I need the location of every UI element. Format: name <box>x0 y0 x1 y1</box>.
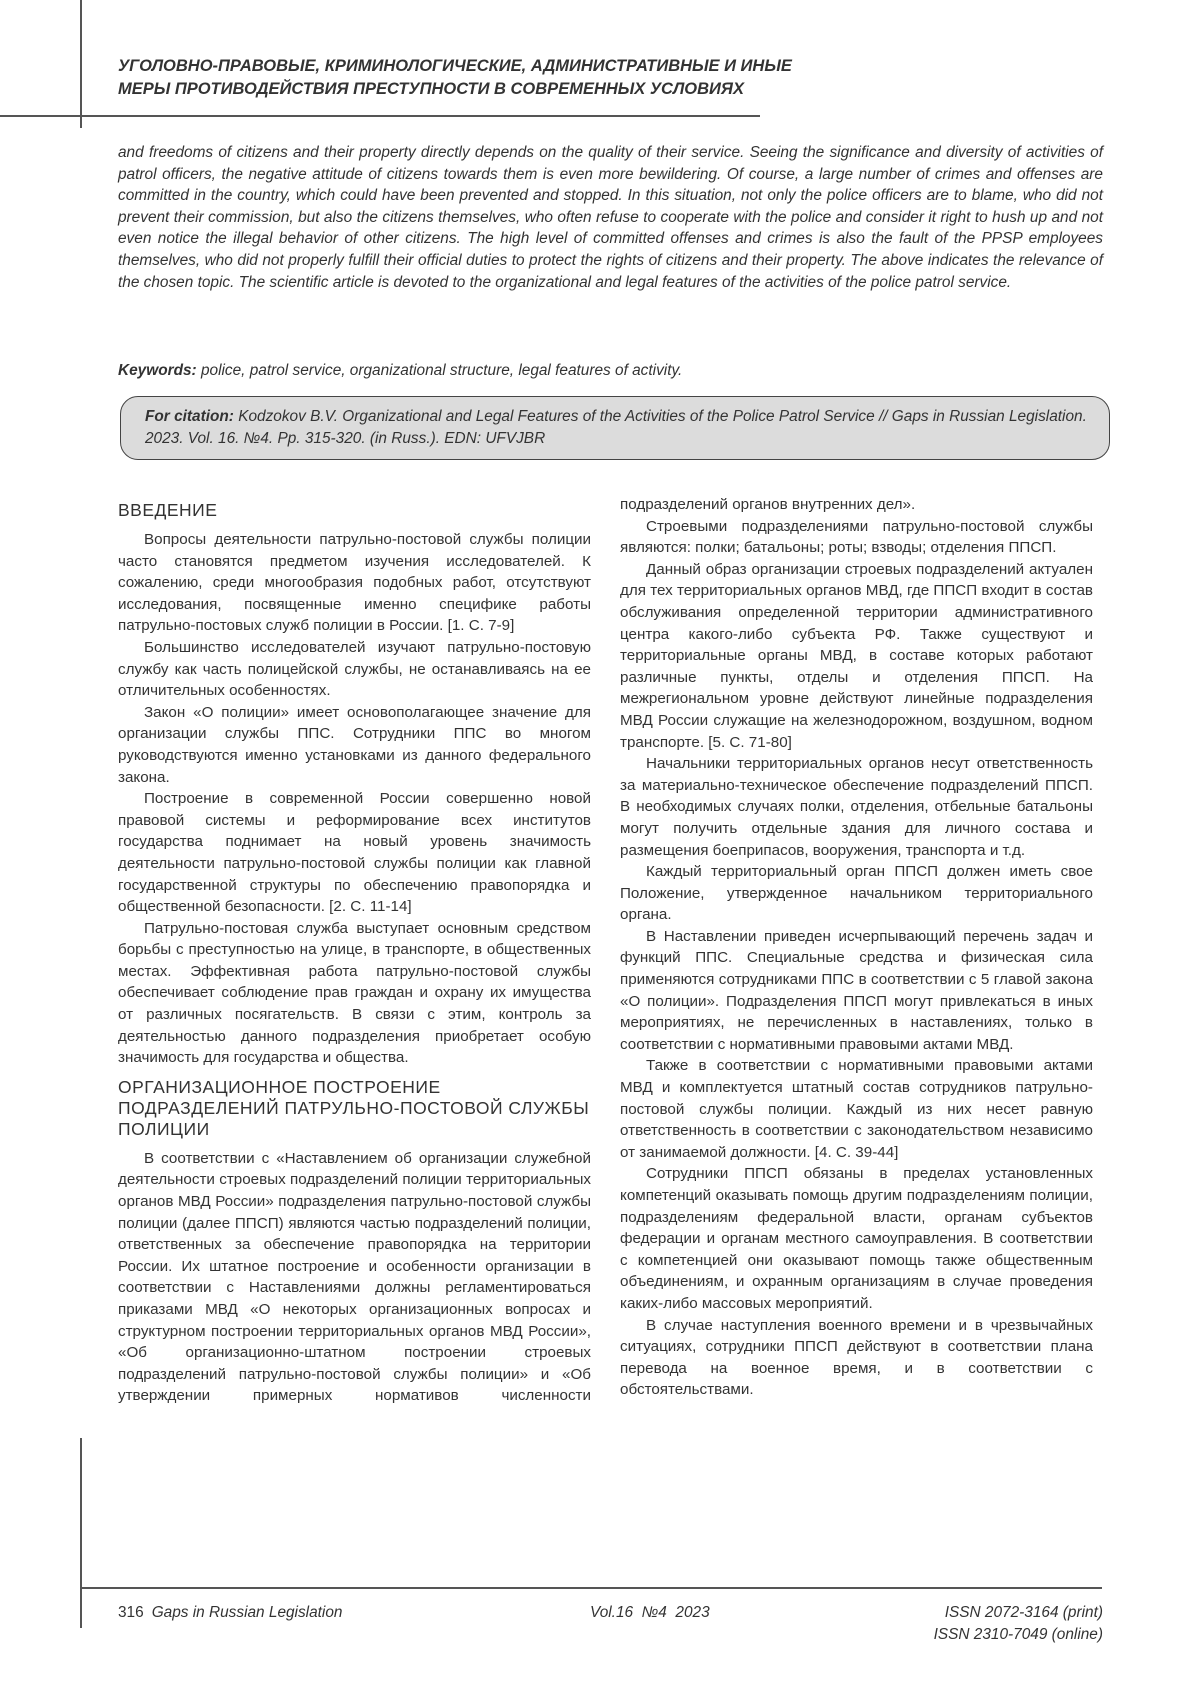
citation-box <box>120 396 1110 460</box>
paragraph: Также в соответствии с нормативными правовыми актами МВД и комплектуется штатный состав сотрудников патрульно-постовой службы полиции. Каждый из них несет равную ответственность в соответствии с законодательством независимо от занимаемой должности. [4. С. 39-44] <box>620 1055 1093 1163</box>
abstract-text: and freedoms of citizens and their property directly depends on the quality of their service. Seeing the significance and diversity of activities of patrol officers, the negative attitude of citizens towards them is even more bewildering. Of course, a large number of crimes and offenses are committed in the country, which could have been prevented and stopped. In this situation, not only the police officers are to blame, who did not prevent their commission, but also the citizens themselves, who often refuse to cooperate with the police and consider it right to hush up and not even notice the illegal behavior of other citizens. The high level of committed offenses and crimes is also the fault of the PPSP employees themselves, who did not properly fulfill their official duties to protect the rights of citizens and their property. The above indicates the relevance of the chosen topic. The scientific article is devoted to the organizational and legal features of the activities of the police patrol service. <box>118 142 1103 293</box>
issn-online: ISSN 2310-7049 (online) <box>934 1624 1103 1646</box>
section-heading-introduction: ВВЕДЕНИЕ <box>118 500 591 521</box>
paragraph: В соответствии с «Наставлением об организации служебной деятельности строевых подразделений полиции территориальных органов МВД России» подразделения патрульно-постовой службы полиции (далее ППСП) являются частью подразделений полиции, ответственных за обеспечение правопорядка на территории России. Их штатное построение и особенности организации в соответствии с Наставлениями должны регламентироваться приказами МВД «О некоторых организационных вопросах и структурном построении территориальных органов МВД России», «Об организационно-штатном построении строевых подразделений патрульно-постовой службы полиции» и «Об утверждении примерных нормативов численности <box>118 1148 591 1407</box>
keywords-label: Keywords: <box>118 362 197 379</box>
keywords-text: police, patrol service, organizational structure, legal features of activity. <box>197 362 683 379</box>
paragraph: Построение в современной России совершенно новой правовой системы и реформирование всех институтов государства поднимает на новый уровень значимость деятельности патрульно-постовой службы полиции как главной государственной структуры по обеспечению правопорядка и общественной безопасности. [2. С. 11-14] <box>118 788 591 918</box>
paragraph: Данный образ организации строевых подразделений актуален для тех территориальных органов МВД, где ППСП входит в состав обслуживания определенной территории административного центра какого-либо субъекта РФ. Также существуют и территориальные органы МВД, в составе которых работают различные пункты, отделы и отделения ППСП. На межрегиональном уровне действуют линейные подразделения МВД России служащие на железнодорожном, воздушном, водном транспорте. [5. С. 71-80] <box>620 559 1093 753</box>
right-column <box>620 494 1093 1401</box>
paragraph: Строевыми подразделениями патрульно-постовой службы являются: полки; батальоны; роты; взводы; отделения ППСП. <box>620 516 1093 559</box>
footer-vertical-rule <box>80 1438 82 1628</box>
page-number: 316 <box>118 1604 144 1621</box>
running-header <box>118 55 1018 101</box>
paragraph: Каждый территориальный орган ППСП должен иметь свое Положение, утвержденное начальником территориального органа. <box>620 861 1093 926</box>
running-header-line2: МЕРЫ ПРОТИВОДЕЙСТВИЯ ПРЕСТУПНОСТИ В СОВРЕМЕННЫХ УСЛОВИЯХ <box>118 78 1018 101</box>
citation-text: Kodzokov B.V. Organizational and Legal Features of the Activities of the Police Patrol Service // Gaps in Russian Legislation. 2023. Vol. 16. №4. Pp. 315-320. (in Russ.). EDN: UFVJBR <box>145 408 1087 447</box>
running-header-line1: УГОЛОВНО-ПРАВОВЫЕ, КРИМИНОЛОГИЧЕСКИЕ, АДМИНИСТРАТИВНЫЕ И ИНЫЕ <box>118 55 1018 78</box>
paragraph: Сотрудники ППСП обязаны в пределах установленных компетенций оказывать помощь другим подразделениям полиции, подразделениям федеральной власти, органам субъектов федерации и органам местного самоуправления. В соответствии с компетенцией они оказывают помощь также общественным объединениям, и охранным организациям в случае проведения каких-либо массовых мероприятий. <box>620 1163 1093 1314</box>
paragraph: В Наставлении приведен исчерпывающий перечень задач и функций ППС. Специальные средства и физическая сила применяются сотрудниками ППС в соответствии с 5 главой закона «О полиции». Подразделения ППСП могут привлекаться в иных мероприятиях, не перечисленных в наставлениях, только в соответствии с нормативными правовыми актами МВД. <box>620 926 1093 1056</box>
paragraph: Большинство исследователей изучают патрульно-постовую службу как часть полицейской службы, не останавливаясь на ее отличительных особенностях. <box>118 637 591 702</box>
issn-print: ISSN 2072-3164 (print) <box>934 1602 1103 1624</box>
paragraph: Вопросы деятельности патрульно-постовой службы полиции часто становятся предметом изучения исследователей. К сожалению, среди многообразия подобных работ, отсутствуют исследования, посвященные именно специфике работы патрульно-постовых служб полиции в России. [1. С. 7-9] <box>118 529 591 637</box>
footer-horizontal-rule <box>80 1587 1102 1589</box>
volume-issue: Vol.16 №4 2023 <box>590 1602 710 1624</box>
citation-label: For citation: <box>145 408 234 425</box>
paragraph: В случае наступления военного времени и в чрезвычайных ситуациях, сотрудники ППСП действуют в соответствии плана перевода на военное время, и в соответствии с обстоятельствами. <box>620 1315 1093 1401</box>
paragraph: Начальники территориальных органов несут ответственность за материально-техническое обеспечение подразделений ППСП. В необходимых случаях полки, отделения, отбельные батальоны могут получить отдельные здания для личного состава и размещения боеприпасов, вооружения, транспорта и т.д. <box>620 753 1093 861</box>
paragraph-continuation: подразделений органов внутренних дел». <box>620 494 1093 516</box>
left-column <box>118 500 591 1407</box>
header-vertical-rule <box>80 0 82 128</box>
header-horizontal-rule <box>0 115 760 117</box>
paragraph: Закон «О полиции» имеет основополагающее значение для организации службы ППС. Сотрудники ППС во многом руководствуются именно установками из данного федерального закона. <box>118 702 591 788</box>
paragraph: Патрульно-постовая служба выступает основным средством борьбы с преступностью на улице, в транспорте, в общественных местах. Эффективная работа патрульно-постовой службы обеспечивает соблюдение прав граждан и охрану их имущества от различных посягательств. В связи с этим, контроль за деятельностью данного подразделения приобретает особую значимость для государства и общества. <box>118 918 591 1069</box>
keywords <box>118 360 1103 382</box>
section-heading-organization: ОРГАНИЗАЦИОННОЕ ПОСТРОЕНИЕ ПОДРАЗДЕЛЕНИЙ ПАТРУЛЬНО-ПОСТОВОЙ СЛУЖБЫ ПОЛИЦИИ <box>118 1077 591 1140</box>
journal-name: Gaps in Russian Legislation <box>152 1604 343 1621</box>
